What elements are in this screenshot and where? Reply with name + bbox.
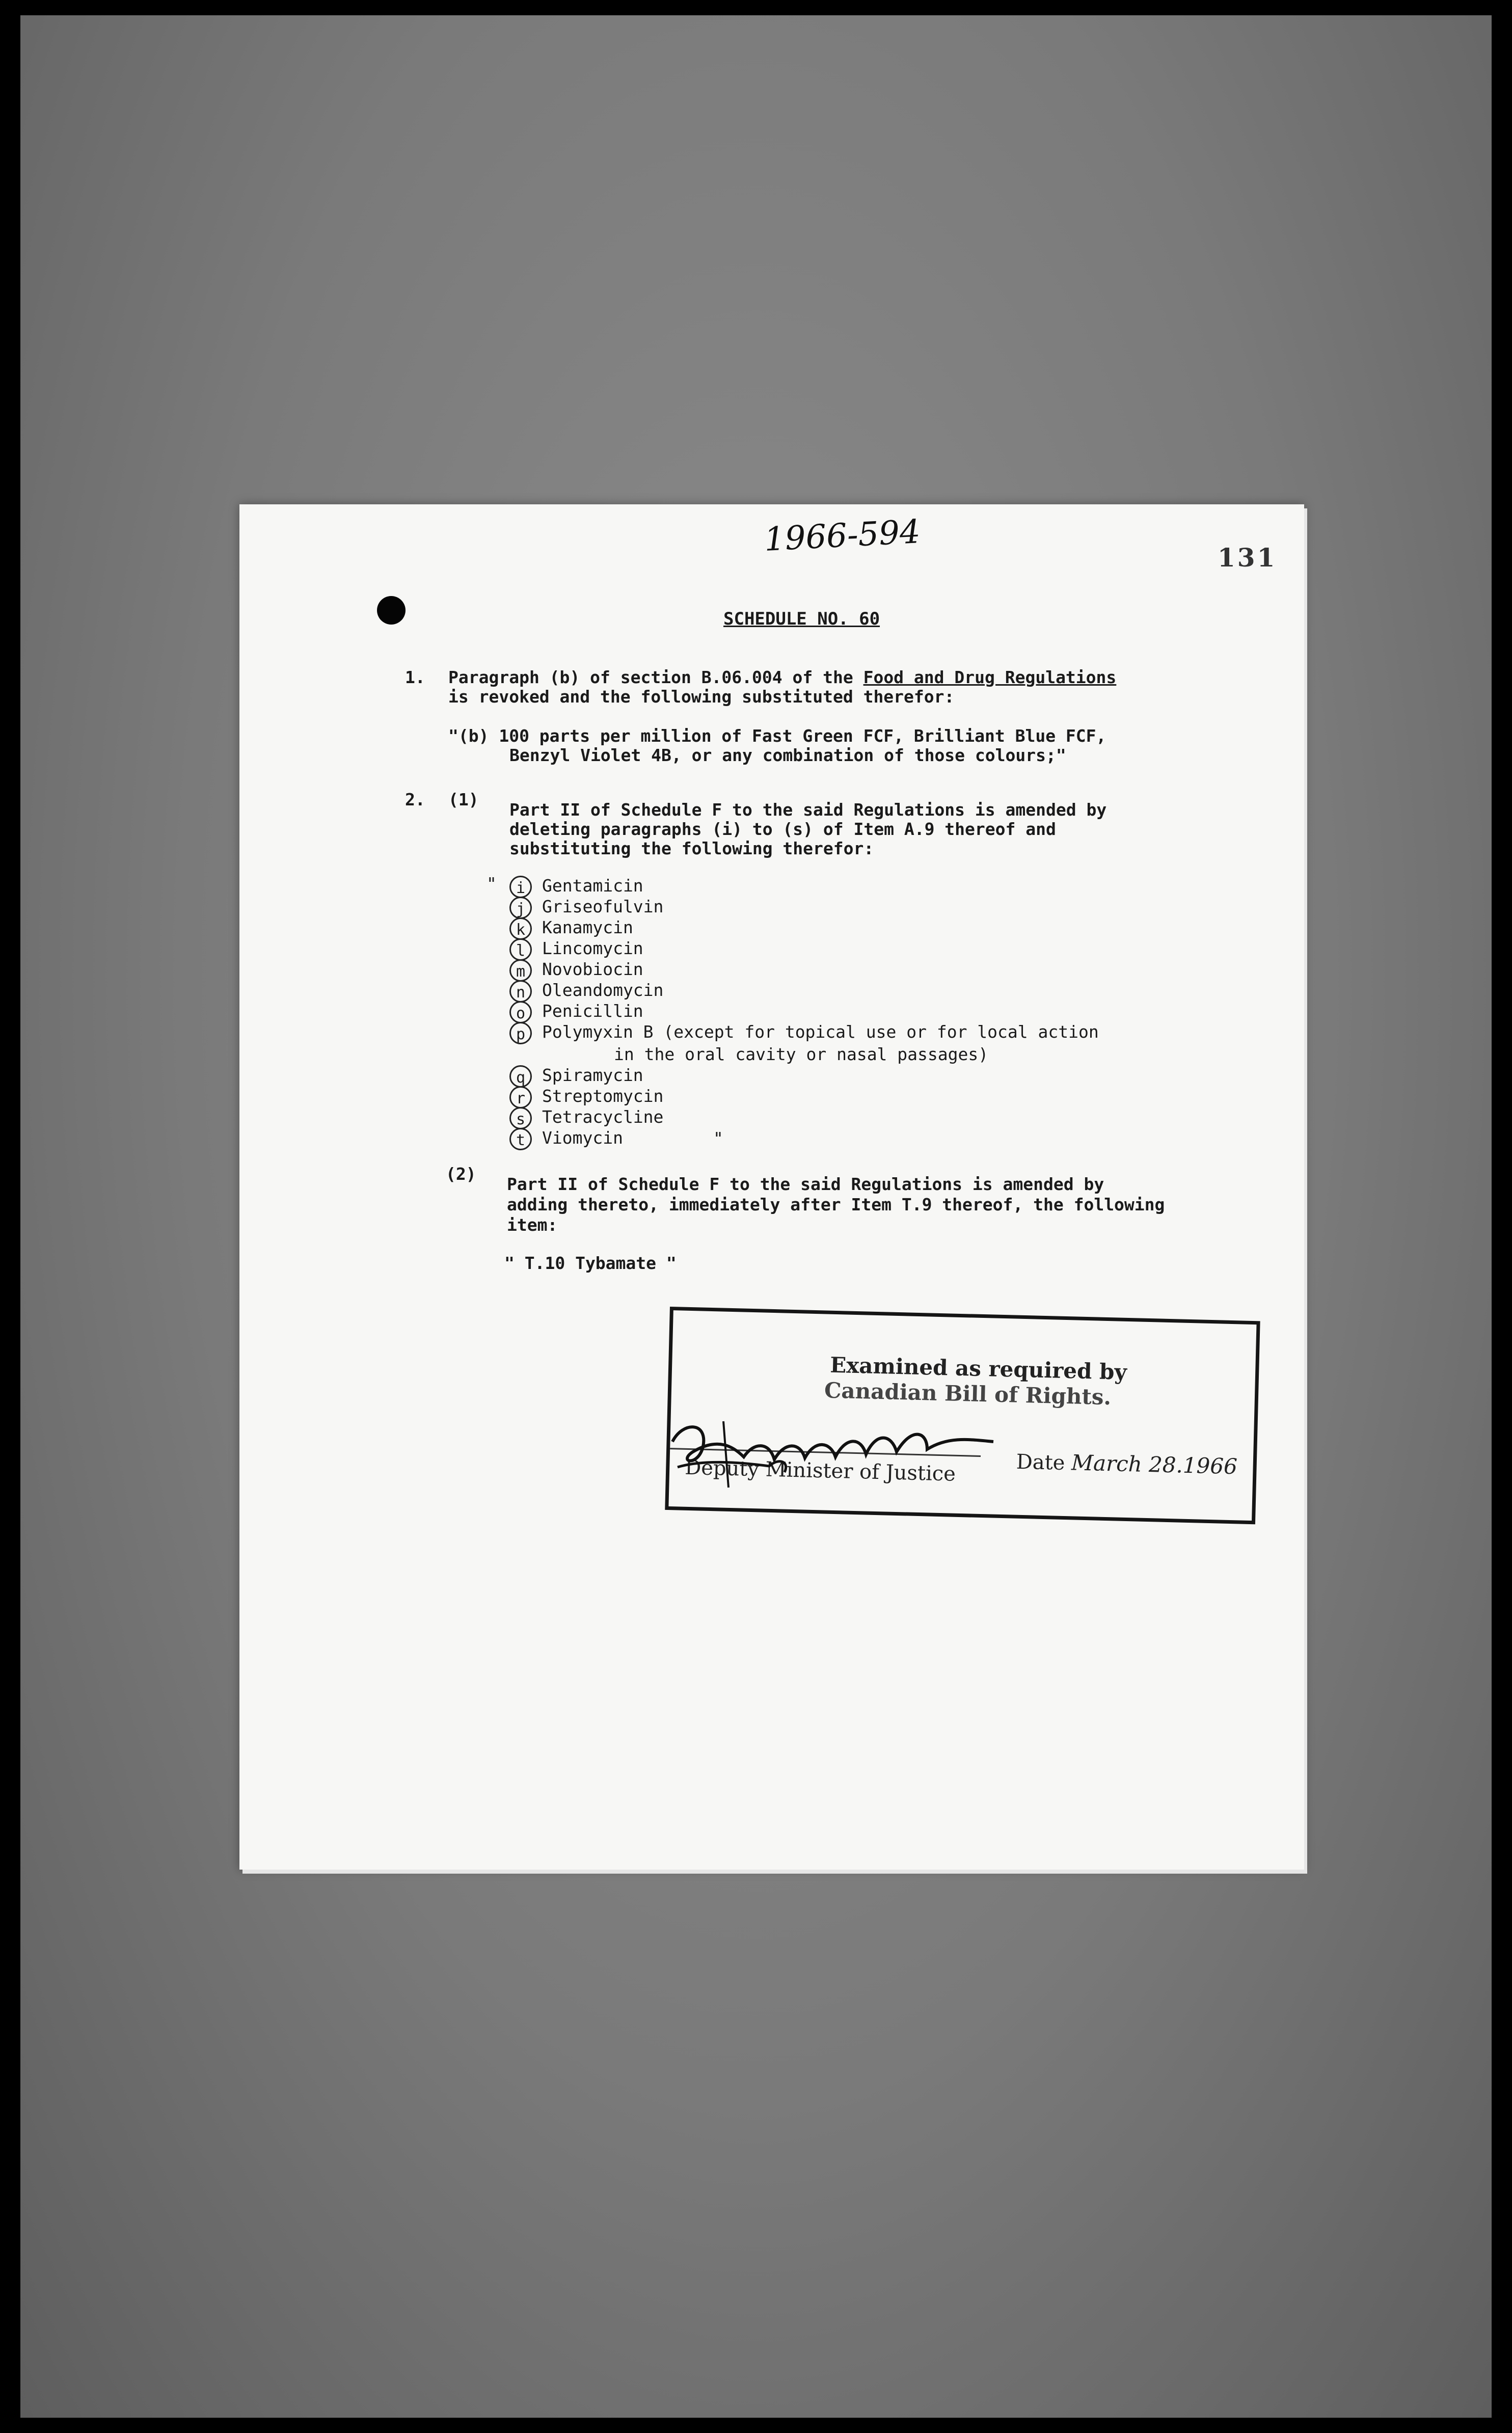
item-letter: i	[509, 876, 532, 898]
section2-sub1-line2: deleting paragraphs (i) to (s) of Item A.9 thereof and	[509, 819, 1056, 839]
item-name: Novobiocin	[542, 959, 643, 979]
handwritten-signature	[662, 1411, 1019, 1493]
item-name: Gentamicin	[542, 876, 643, 896]
item-letter: o	[509, 1001, 532, 1023]
stamp-line2: Canadian Bill of Rights.	[824, 1377, 1112, 1410]
list-item	[509, 980, 663, 1003]
list-close-quote: "	[713, 1128, 723, 1148]
schedule-heading: SCHEDULE NO. 60	[723, 609, 880, 629]
item-name: Viomycin	[542, 1128, 623, 1148]
section2-sub2-line2: adding thereto, immediately after Item T.9 thereof, the following	[507, 1195, 1165, 1214]
section2-sub2-label: (2)	[446, 1164, 476, 1184]
item-name: Spiramycin	[542, 1065, 643, 1085]
section1-number: 1.	[405, 667, 425, 687]
list-item	[509, 1127, 623, 1150]
item-name: Kanamycin	[542, 917, 633, 937]
date-value: March 28.1966	[1071, 1450, 1238, 1479]
item-name: Lincomycin	[542, 938, 643, 958]
polymyxin-continuation: in the oral cavity or nasal passages)	[614, 1044, 989, 1064]
item-letter: j	[509, 897, 532, 919]
item-name: Griseofulvin	[542, 897, 664, 916]
item-name: Penicillin	[542, 1001, 643, 1021]
list-item	[509, 1106, 663, 1129]
punch-hole	[377, 596, 406, 625]
item-letter: k	[509, 917, 532, 940]
regulations-title: Food and Drug Regulations	[863, 667, 1117, 687]
section2-sub1-label: (1)	[448, 790, 479, 809]
section2-number: 2.	[405, 790, 425, 809]
handwritten-number: 1966-594	[763, 513, 922, 559]
stamp-line3: Deputy Minister of Justice	[684, 1455, 956, 1486]
stamp-line1: Examined as required by	[829, 1352, 1127, 1385]
item-letter: l	[509, 938, 532, 961]
section1-line2: is revoked and the following substituted therefor:	[448, 687, 955, 707]
section2-sub1-line3: substituting the following therefor:	[509, 839, 874, 858]
section1-sub-line1: "(b) 100 parts per million of Fast Green FCF, Brilliant Blue FCF,	[448, 726, 1106, 746]
section2-sub1-line1: Part II of Schedule F to the said Regulations is amended by	[509, 800, 1107, 820]
item-letter: p	[509, 1022, 532, 1044]
list-item	[509, 917, 633, 940]
item-letter: n	[509, 980, 532, 1003]
list-item	[509, 959, 643, 982]
section2-sub2-line3: item:	[507, 1215, 558, 1235]
item-name: Polymyxin B (except for topical use or for local action	[542, 1022, 1099, 1042]
item-letter: r	[509, 1086, 532, 1109]
list-item	[509, 1001, 643, 1023]
new-item-tybamate: " T.10 Tybamate "	[504, 1253, 677, 1273]
list-item	[509, 875, 643, 898]
list-item	[509, 1065, 643, 1088]
item-name: Oleandomycin	[542, 980, 664, 1000]
section2-sub2-line1: Part II of Schedule F to the said Regulations is amended by	[507, 1174, 1104, 1194]
list-item	[509, 1021, 1099, 1044]
item-letter: q	[509, 1065, 532, 1088]
list-item	[509, 1086, 663, 1109]
page-number: 131	[1218, 543, 1277, 573]
list-item	[509, 938, 643, 961]
item-name: Tetracycline	[542, 1107, 664, 1127]
stamp-date	[1016, 1449, 1237, 1479]
item-letter: t	[509, 1128, 532, 1150]
item-letter: m	[509, 959, 532, 982]
item-letter: s	[509, 1107, 532, 1129]
list-open-quote: "	[487, 874, 497, 894]
section1-line1-text: Paragraph (b) of section B.06.004 of the	[448, 667, 863, 687]
section1-line1	[448, 667, 1116, 688]
item-name: Streptomycin	[542, 1086, 664, 1106]
section1-sub-line2: Benzyl Violet 4B, or any combination of those colours;"	[509, 745, 1066, 765]
date-label: Date	[1016, 1450, 1065, 1475]
list-item	[509, 896, 663, 919]
